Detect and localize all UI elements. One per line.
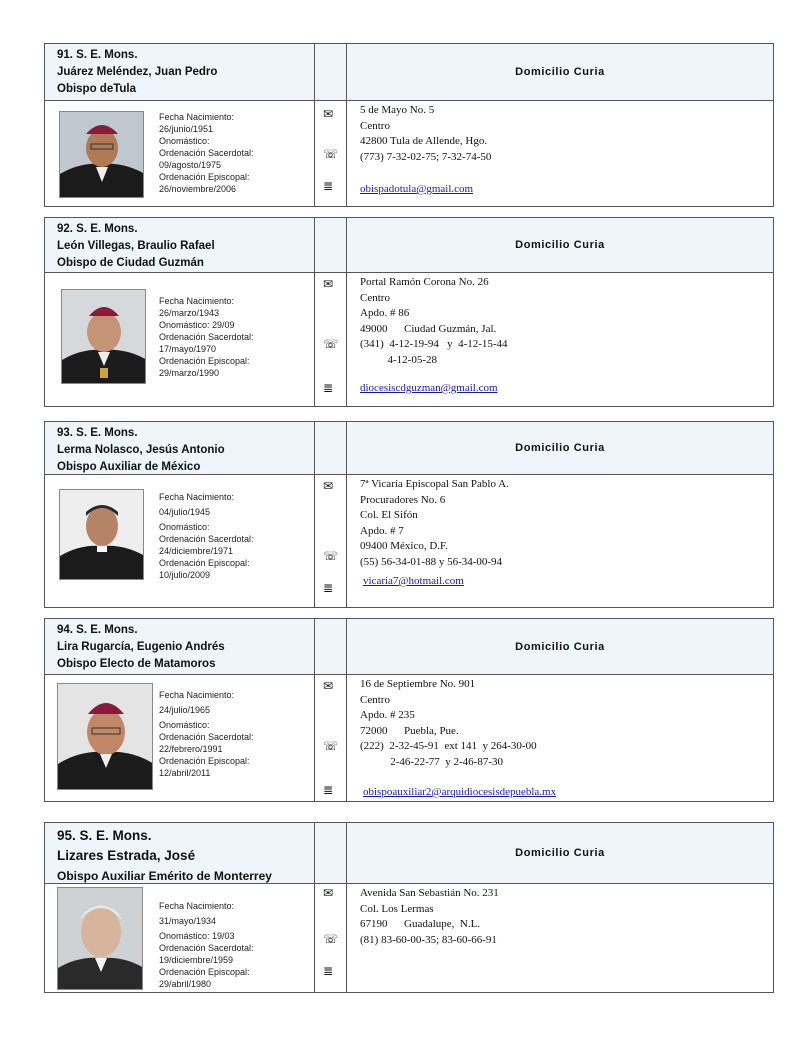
column-header-domicilio: Domicilio Curia <box>515 66 605 78</box>
entry-title: Obispo deTula <box>57 83 137 95</box>
fax-icon: ≣ <box>323 381 334 395</box>
entry-header-names <box>45 619 315 674</box>
entry-number: 92. S. E. Mons. <box>57 223 138 235</box>
info-line: 26/junio/1951 <box>159 124 214 134</box>
info-line: Onomástico: <box>159 136 210 146</box>
phone-icon: ☏ <box>323 932 339 946</box>
info-line: Ordenación Episcopal: <box>159 967 250 977</box>
phone-icon: ☏ <box>323 739 339 753</box>
phone-icon: ☏ <box>323 147 339 161</box>
column-header-domicilio: Domicilio Curia <box>515 847 605 859</box>
address-line: 72000 Puebla, Pue. <box>360 724 459 737</box>
info-line: Ordenación Sacerdotal: <box>159 732 254 742</box>
address-line: Apdo. # 86 <box>360 307 410 319</box>
address-line: 49000 Ciudad Guzmán, Jal. <box>360 322 497 335</box>
column-header-domicilio: Domicilio Curia <box>515 239 605 251</box>
info-line: 04/julio/1945 <box>159 507 211 517</box>
address-line: (341) 4-12-19-94 y 4-12-15-44 <box>360 338 508 350</box>
info-line: Onomástico: <box>159 522 210 532</box>
info-line: Fecha Nacimiento: <box>159 296 235 306</box>
address-line: Col. El Sifón <box>360 509 418 521</box>
address-line: 2-46-22-77 y 2-46-87-30 <box>360 755 503 768</box>
directory-entry <box>44 421 774 608</box>
info-line: Ordenación Sacerdotal: <box>159 534 254 544</box>
entry-header-names <box>45 823 315 883</box>
entry-header-names <box>45 44 315 100</box>
info-line: 19/diciembre/1959 <box>159 955 234 965</box>
portrait-photo <box>59 111 144 198</box>
column-header-domicilio: Domicilio Curia <box>515 442 605 454</box>
info-line: 22/febrero/1991 <box>159 744 223 754</box>
info-line: Ordenación Episcopal: <box>159 756 250 766</box>
entry-number: 91. S. E. Mons. <box>57 49 138 61</box>
phone-icon: ☏ <box>323 549 339 563</box>
entry-title: Obispo Auxiliar de México <box>57 461 201 473</box>
address-line: 7ª Vicaría Episcopal San Pablo A. <box>360 478 509 490</box>
info-line: 26/marzo/1943 <box>159 308 220 318</box>
address-line: 42800 Tula de Allende, Hgo. <box>360 135 488 147</box>
portrait-photo <box>61 289 146 384</box>
entry-header-names <box>45 422 315 474</box>
fax-icon: ≣ <box>323 581 334 595</box>
info-line: 24/diciembre/1971 <box>159 546 234 556</box>
info-line: Onomástico: 19/03 <box>159 931 235 941</box>
address-line: 16 de Septiembre No. 901 <box>360 678 476 690</box>
email-link[interactable]: diocesiscdguzman@gmail.com <box>360 382 498 394</box>
info-line: 17/mayo/1970 <box>159 344 217 354</box>
address-line: Centro <box>360 693 390 706</box>
info-line: 10/julio/2009 <box>159 570 211 580</box>
info-line: 24/julio/1965 <box>159 705 211 715</box>
entry-title: Obispo Electo de Matamoros <box>57 658 216 670</box>
address-line: (773) 7-32-02-75; 7-32-74-50 <box>360 150 492 163</box>
info-line: Ordenación Sacerdotal: <box>159 332 254 342</box>
directory-entry <box>44 217 774 407</box>
info-line: Ordenación Episcopal: <box>159 356 250 366</box>
info-line: 12/abril/2011 <box>159 768 211 778</box>
email-link[interactable]: vicaria7@hotmail.com <box>363 575 464 587</box>
info-line: Onomástico: <box>159 720 210 730</box>
info-line: Ordenación Episcopal: <box>159 172 250 182</box>
column-header-domicilio: Domicilio Curia <box>515 640 605 653</box>
entry-header-names <box>45 218 315 272</box>
portrait-photo <box>57 683 153 790</box>
address-line: 5 de Mayo No. 5 <box>360 104 435 116</box>
address-line: 67190 Guadalupe, N.L. <box>360 918 481 930</box>
address-line: (55) 56-34-01-88 y 56-34-00-94 <box>360 555 503 568</box>
address-line: Avenida San Sebastián No. 231 <box>360 887 499 899</box>
info-line: Ordenación Sacerdotal: <box>159 943 254 953</box>
address-line: Centro <box>360 291 390 304</box>
entry-number: 93. S. E. Mons. <box>57 427 138 439</box>
entry-name: Lizares Estrada, José <box>57 848 196 863</box>
directory-entry <box>44 822 774 993</box>
entry-title: Obispo Auxiliar Emérito de Monterrey <box>57 869 272 883</box>
info-line: Fecha Nacimiento: <box>159 901 235 911</box>
mailbox-icon: ✉ <box>323 479 334 493</box>
entry-title: Obispo de Ciudad Guzmán <box>57 257 204 269</box>
info-line: Fecha Nacimiento: <box>159 492 235 502</box>
info-line: Ordenación Sacerdotal: <box>159 148 254 158</box>
fax-icon: ≣ <box>323 783 334 797</box>
info-line: 09/agosto/1975 <box>159 160 222 170</box>
mailbox-icon: ✉ <box>323 679 334 693</box>
entry-number: 95. S. E. Mons. <box>57 828 152 843</box>
info-line: 29/abril/1980 <box>159 979 212 989</box>
address-line: Apdo. # 235 <box>360 709 415 721</box>
mailbox-icon: ✉ <box>323 277 334 291</box>
info-line: Fecha Nacimiento: <box>159 690 235 700</box>
address-line: Col. Los Lermas <box>360 902 434 915</box>
directory-entry <box>44 618 774 802</box>
directory-entry <box>44 43 774 207</box>
info-line: 29/marzo/1990 <box>159 368 220 378</box>
address-line: Centro <box>360 119 390 132</box>
email-link[interactable]: obispoauxiliar2@arquidiocesisdepuebla.mx <box>363 786 557 798</box>
address-line: 09400 México, D.F. <box>360 540 449 552</box>
address-line: (81) 83-60-00-35; 83-60-66-91 <box>360 933 497 946</box>
email-link[interactable]: obispadotula@gmail.com <box>360 183 474 195</box>
portrait-photo <box>57 887 143 990</box>
info-line: Onomástico: 29/09 <box>159 320 235 330</box>
entry-number: 94. S. E. Mons. <box>57 624 138 636</box>
mailbox-icon: ✉ <box>323 107 334 121</box>
address-line: (222) 2-32-45-91 ext 141 y 264-30-00 <box>360 740 537 752</box>
phone-icon: ☏ <box>323 337 339 351</box>
address-line: Portal Ramón Corona No. 26 <box>360 276 489 288</box>
address-line: Apdo. # 7 <box>360 524 404 537</box>
info-line: 31/mayo/1934 <box>159 916 217 926</box>
info-line: Fecha Nacimiento: <box>159 112 235 122</box>
address-line: 4-12-05-28 <box>360 353 437 366</box>
mailbox-icon: ✉ <box>323 886 334 900</box>
address-line: Procuradores No. 6 <box>360 493 446 506</box>
portrait-photo <box>59 489 144 580</box>
entry-name: León Villegas, Braulio Rafael <box>57 240 215 252</box>
fax-icon: ≣ <box>323 179 334 193</box>
info-line: 26/noviembre/2006 <box>159 184 237 194</box>
info-line: Ordenación Episcopal: <box>159 558 250 568</box>
fax-icon: ≣ <box>323 964 334 978</box>
entry-name: Juárez Meléndez, Juan Pedro <box>57 66 218 78</box>
entry-name: Lerma Nolasco, Jesús Antonio <box>57 444 225 456</box>
entry-name: Lira Rugarcía, Eugenio Andrés <box>57 641 225 653</box>
